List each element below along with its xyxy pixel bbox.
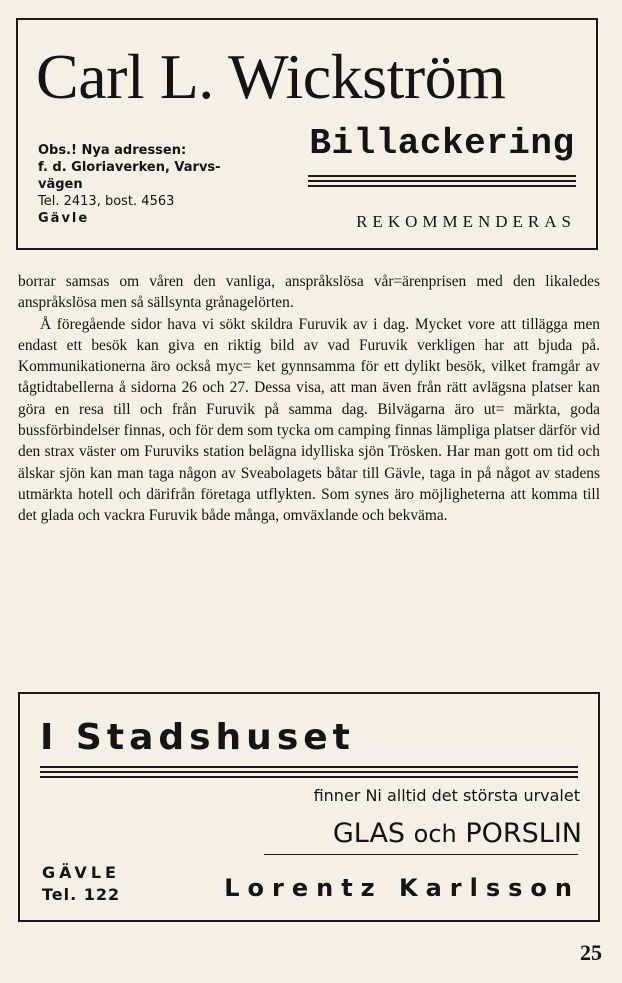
ad-title: I Stadshuset — [40, 717, 355, 758]
phone-line: Tel. 122 — [42, 885, 121, 904]
advertiser-name: Carl L. Wickström — [36, 41, 506, 112]
contact-block — [38, 142, 298, 227]
advertisement-stadshuset — [18, 692, 600, 922]
city-line: GÄVLE — [42, 863, 120, 882]
city-line: Gävle — [38, 211, 90, 226]
page-number: 25 — [580, 940, 602, 965]
trade-heading: Billackering — [309, 123, 575, 164]
recommendation-text: REKOMMENDERAS — [356, 212, 576, 231]
address-note: Obs.! Nya adressen: — [38, 143, 187, 158]
product-porslin: PORSLIN — [465, 818, 582, 849]
divider — [264, 854, 578, 855]
article-body — [18, 271, 600, 527]
article-paragraph: Å föregående sidor hava vi sökt skildra Furuvik av i dag. Mycket vore att tillägga men endast ett besök kan giva en riktig bild av vad Furuvik verkligen har att bjuda på. Kommunikationerna äro också myc= ket gynnsamma för ett dylikt besök, vilket framgår av tågtidtabellerna å sidorna 26 och 27. Dessa visa, att man även från rätt avlägsna platser kan göra en resa till och från Furuvik på samma dag. Bilvägarna äro ut= märkta, goda bussförbindelser finnas, och för dem som tycka om camping finnas lämpliga platser därför vid den strax väster om Furuviks station belägna idylliska sjön Trösken. Har man gott om tid och älskar sjön kan man taga någon av Sveabolagets båtar till Gävle, taga in på något av stadens utmärkta hotell och därifrån företaga utflykten. Som synes äro möjligheterna att komma till det glada och vackra Furuvik både många, omväxlande och bekväma. — [18, 315, 600, 525]
triple-rule — [40, 766, 578, 781]
phone-line: Tel. 2413, bost. 4563 — [38, 194, 175, 209]
advertisement-wickstrom — [16, 18, 598, 250]
address-line: f. d. Gloriaverken, Varvs- — [38, 160, 221, 175]
product-conjunction: och — [413, 820, 457, 848]
product-glas: GLAS — [332, 818, 406, 849]
product-line — [260, 816, 582, 852]
city-phone-block — [42, 862, 120, 906]
ad-subtitle: finner Ni alltid det största urvalet — [313, 786, 580, 805]
article-paragraph: borrar samsas om våren den vanliga, anspråkslösa vår=ärenprisen med den likaledes anspråkslösa men så sällsynta grånagelörten. — [18, 273, 600, 312]
address-line: vägen — [38, 177, 83, 192]
owner-name: Lorentz Karlsson — [224, 874, 580, 902]
triple-rule — [308, 175, 576, 190]
